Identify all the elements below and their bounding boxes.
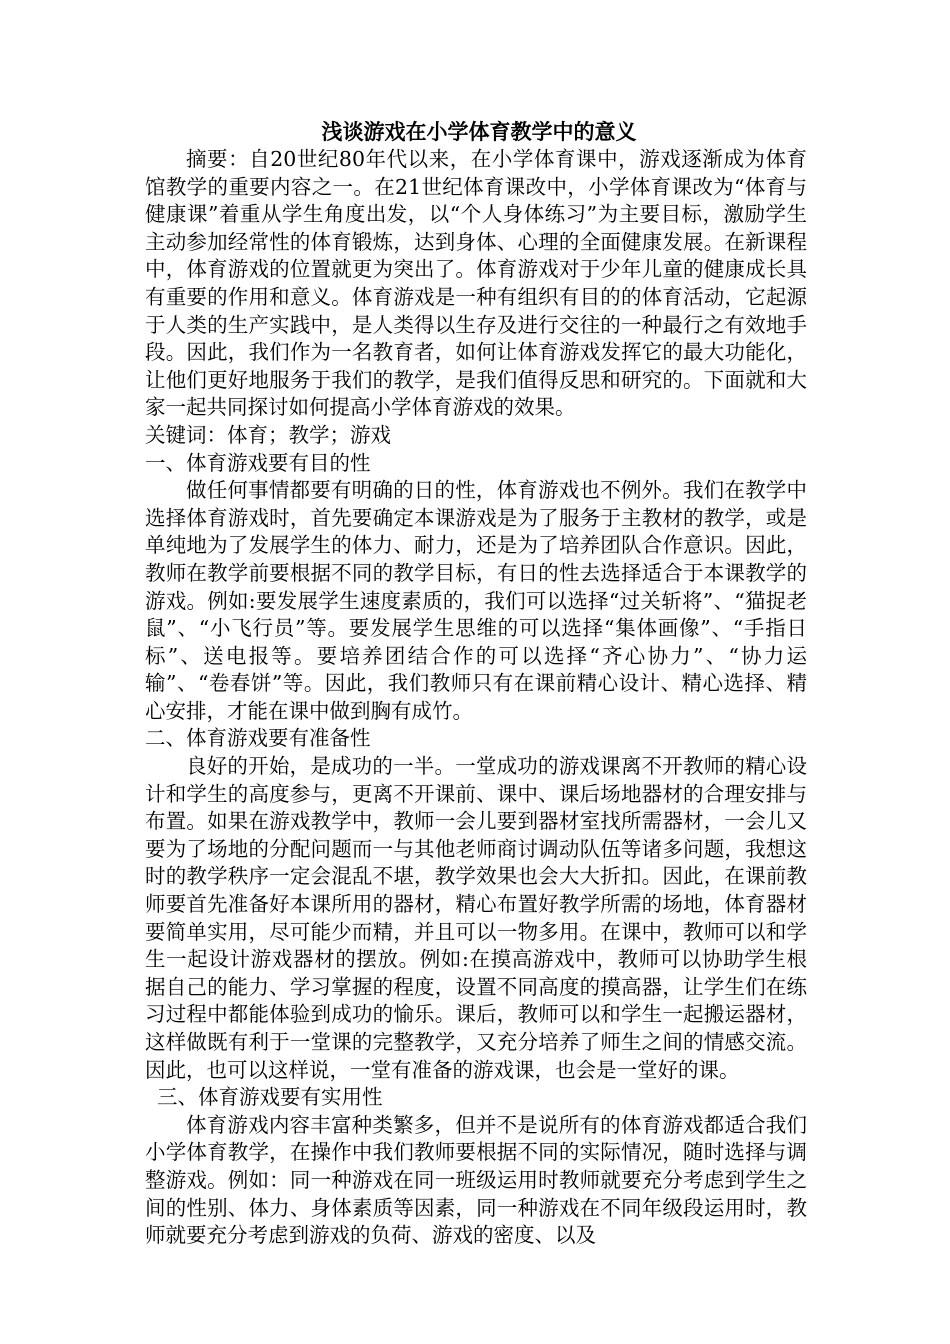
keywords-line: 关键词：体育；教学；游戏 [145, 422, 391, 447]
section-3-body: 体育游戏内容丰富种类繁多，但并不是说所有的体育游戏都适合我们小学体育教学，在操作中我们教师要根据不同的实际情况，随时选择与调整游戏。例如：同一种游戏在同一班级运用时教师就要充分考虑到学生之间的性别、体力、身体素质等因素，同一种游戏在不同年级段运用时，教师就要充分考虑到游戏的负荷、游戏的密度、以及 [145, 1112, 807, 1248]
section-1-heading: 一、体育游戏要有目的性 [145, 450, 371, 475]
abstract-paragraph: 摘要：自20世纪80年代以来，在小学体育课中，游戏逐渐成为体育馆教学的重要内容之一。在21世纪体育课改中，小学体育课改为“体育与健康课”着重从学生角度出发，以“个人身体练习”为主要目标，激励学生主动参加经常性的体育锻炼，达到身体、心理的全面健康发展。在新课程中，体育游戏的位置就更为突出了。体育游戏对于少年儿童的健康成长具有重要的作用和意义。体育游戏是一种有组织有目的的体育活动，它起源于人类的生产实践中，是人类得以生存及进行交往的一种最行之有效地手段。因此，我们作为一名教育者，如何让体育游戏发挥它的最大功能化，让他们更好地服务于我们的教学，是我们值得反思和研究的。下面就和大家一起共同探讨如何提高小学体育游戏的效果。 [145, 147, 807, 420]
document-title: 浅谈游戏在小学体育教学中的意义 [321, 119, 637, 144]
section-2-heading: 二、体育游戏要有准备性 [145, 726, 371, 751]
section-2-body: 良好的开始，是成功的一半。一堂成功的游戏课离不开教师的精心设计和学生的高度参与，更离不开课前、课中、课后场地器材的合理安排与布置。如果在游戏教学中，教师一会儿要到器材室找所需器材，一会儿又要为了场地的分配问题而一与其他老师商讨调动队伍等诸多问题，我想这时的教学秩序一定会混乱不堪，教学效果也会大大折扣。因此，在课前教师要首先准备好本课所用的器材，精心布置好教学所需的场地，体育器材要简单实用，尽可能少而精，并且可以一物多用。在课中，教师可以和学生一起设计游戏器材的摆放。例如:在摸高游戏中，教师可以协助学生根据自己的能力、学习掌握的程度，设置不同高度的摸高器，让学生们在练习过程中都能体验到成功的愉乐。课后，教师可以和学生一起搬运器材，这样做既有利于一堂课的完整教学，又充分培养了师生之间的情感交流。因此，也可以这样说，一堂有准备的游戏课，也会是一堂好的课。 [145, 754, 807, 1082]
section-3-heading: 三、体育游戏要有实用性 [157, 1085, 383, 1110]
section-1-body: 做任何事情都要有明确的日的性，体育游戏也不例外。我们在教学中选择体育游戏时，首先要确定本课游戏是为了服务于主教材的教学，或是单纯地为了发展学生的体力、耐力，还是为了培养团队合作意识。因此，教师在教学前要根据不同的教学目标，有日的性去选择适合于本课教学的游戏。例如:要发展学生速度素质的，我们可以选择“过关斩将”、“猫捉老鼠”、“小飞行员”等。要发展学生思维的可以选择“集体画像”、“手指日标”、送电报等。要培养团结合作的可以选择“齐心协力”、“协力运输”、“卷春饼”等。因此，我们教师只有在课前精心设计、精心选择、精心安排，才能在课中做到胸有成竹。 [145, 478, 807, 723]
document-page [145, 118, 807, 1250]
